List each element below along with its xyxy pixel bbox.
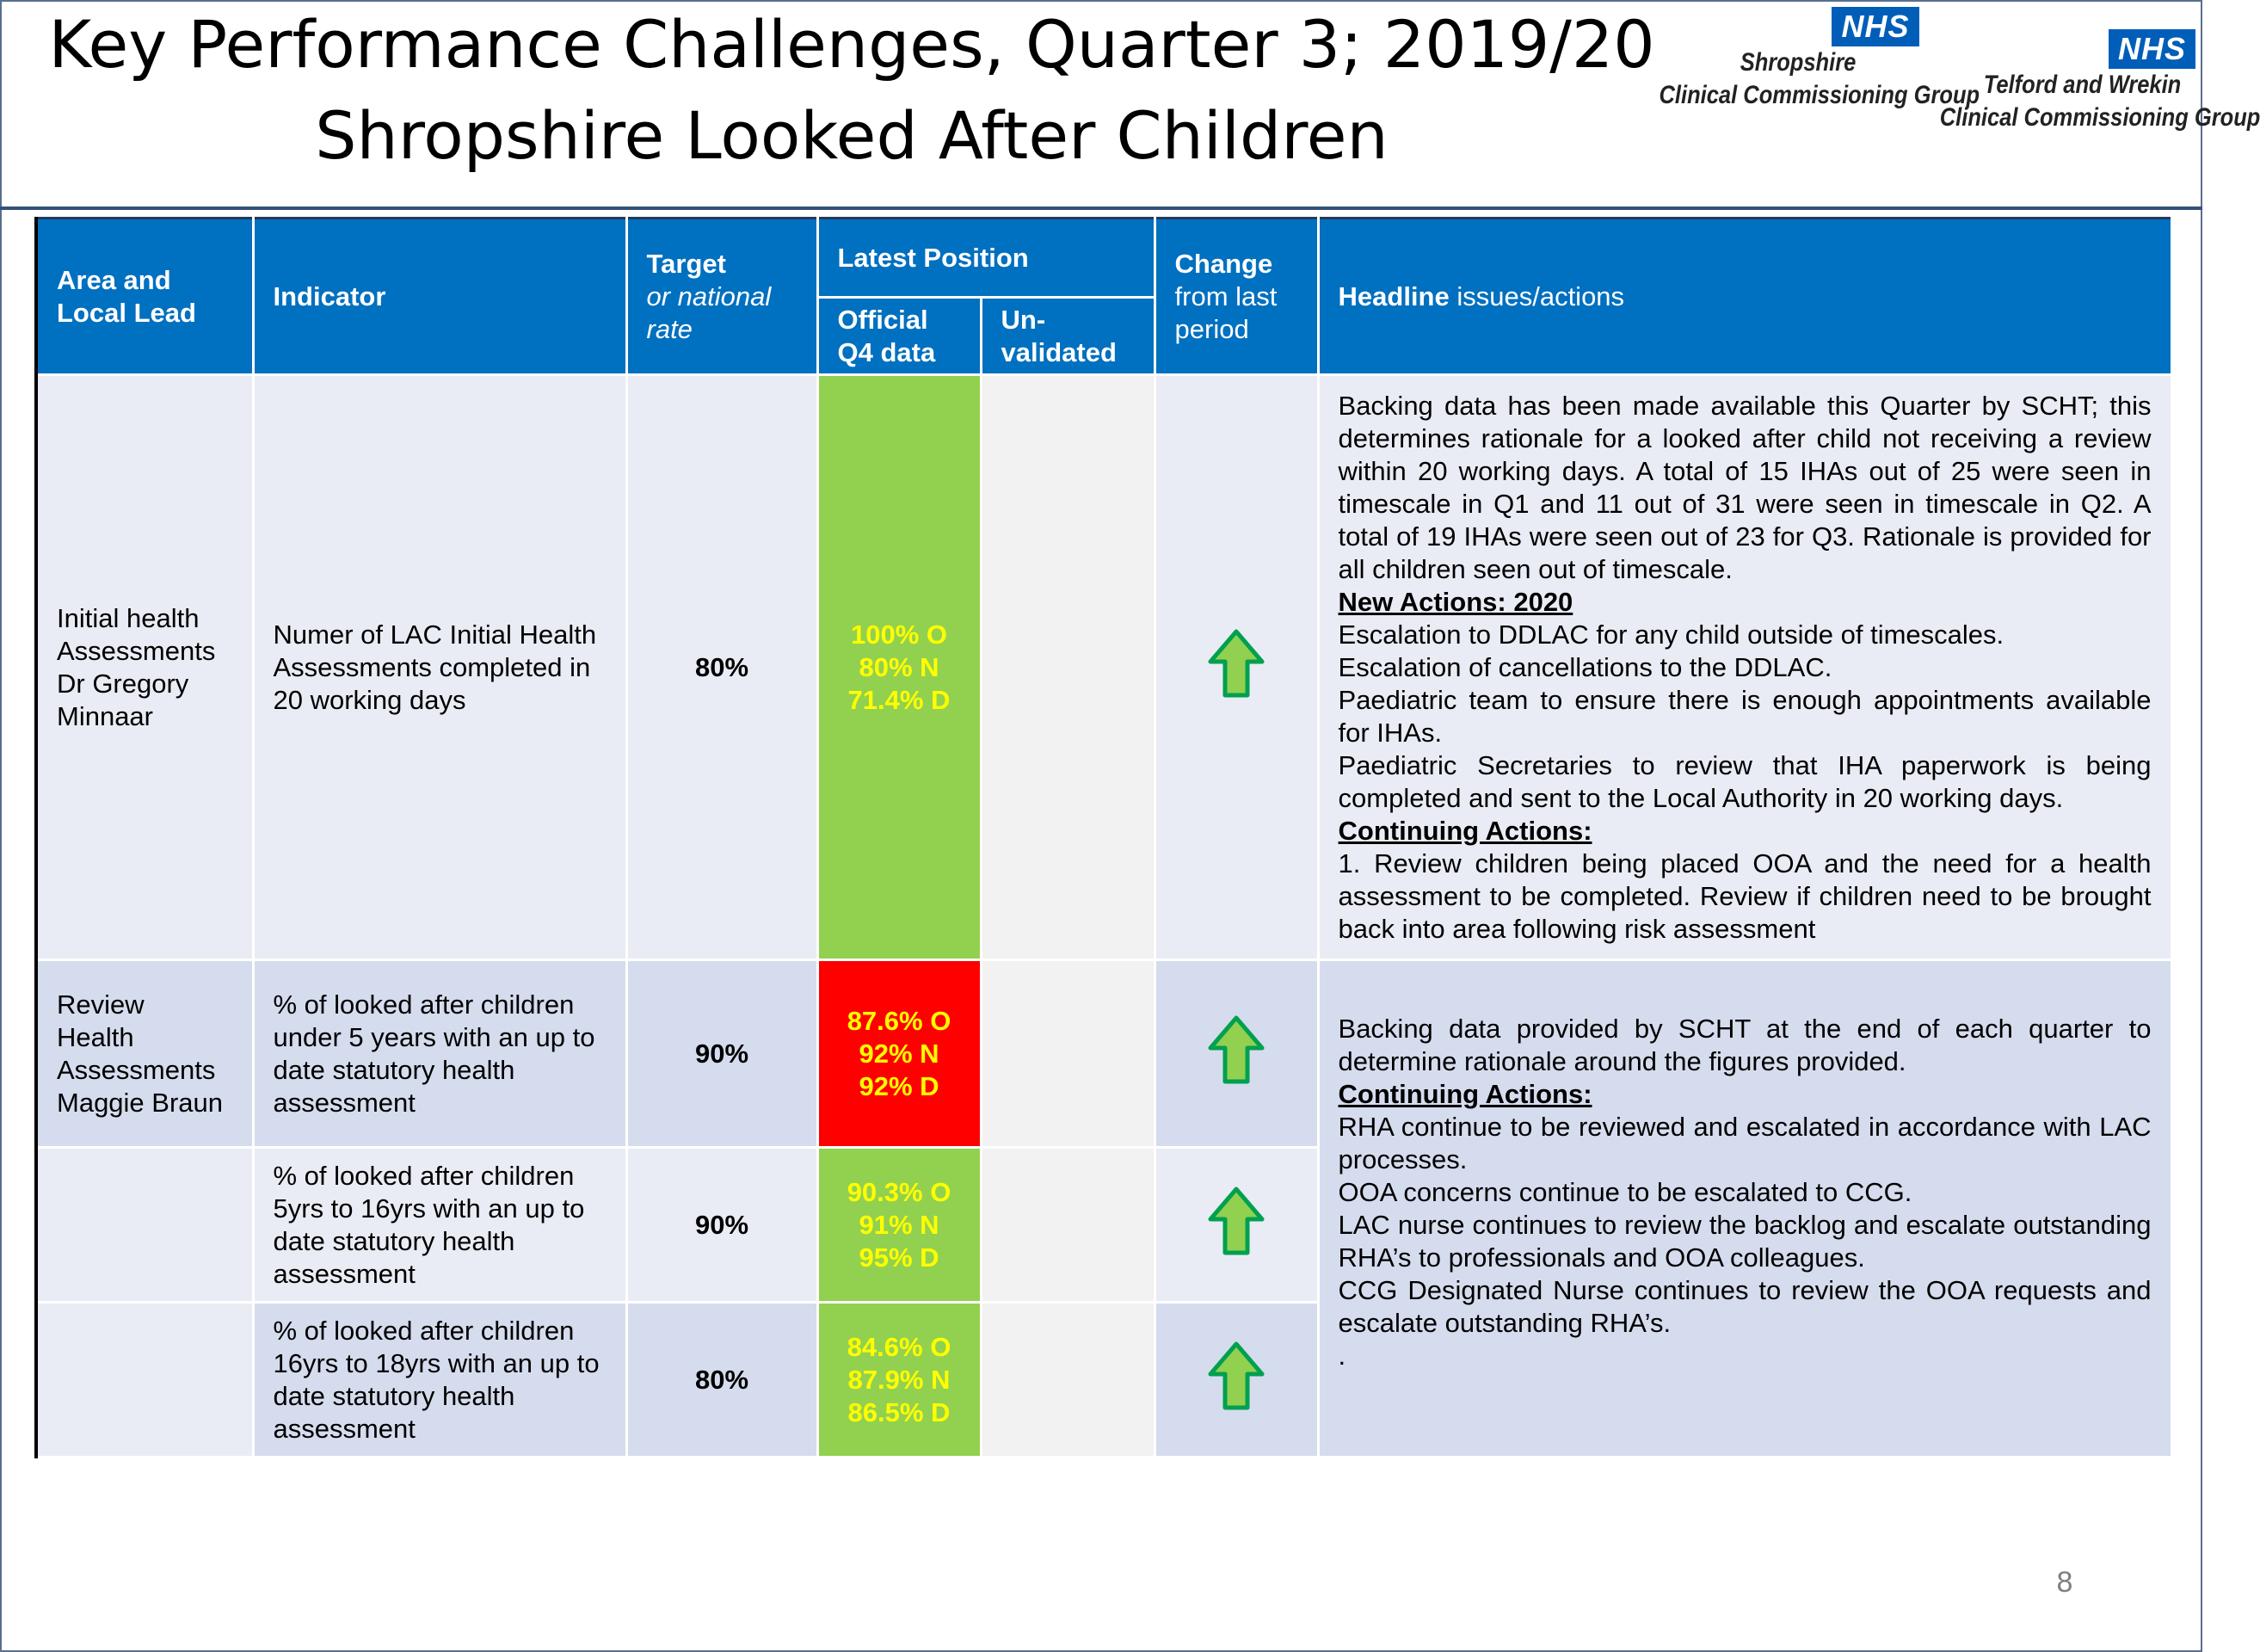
up-arrow-icon: [1208, 1341, 1265, 1410]
official-value: 80% N: [859, 651, 939, 682]
header-indicator: Indicator: [253, 219, 626, 375]
official-value: 87.6% O: [847, 1005, 951, 1036]
header-official: Official Q4 data: [817, 298, 981, 375]
official-value: 92% N: [859, 1038, 939, 1069]
header-target-main: Target: [646, 248, 726, 279]
logo-org-name: Shropshire: [1740, 48, 1857, 77]
headline-cell: [1318, 960, 2171, 1458]
table-row: [36, 960, 2171, 1148]
nhs-logo-badge: NHS: [1832, 7, 1918, 46]
headline-cell: [1318, 375, 2171, 960]
area-line: Assessments: [57, 1054, 216, 1085]
action-item: Paediatric team to ensure there is enough appointments available for IHAs.: [1338, 684, 2152, 748]
header-unvalidated: Un-validated: [981, 298, 1155, 375]
official-value: 86.5% D: [847, 1396, 951, 1427]
logo-org-type: Clinical Commissioning Group: [1659, 81, 1980, 109]
area-line: Dr Gregory: [57, 668, 189, 699]
area-lead-cell: [36, 375, 253, 960]
official-value: 95% D: [859, 1242, 939, 1273]
official-value: 91% N: [859, 1209, 939, 1240]
target-cell: 80%: [626, 1303, 817, 1458]
official-data-cell: [817, 1148, 981, 1303]
action-item: OOA concerns continue to be escalated to CCG.: [1338, 1177, 1912, 1207]
area-line: Assessments: [57, 635, 216, 666]
slide-title: Key Performance Challenges, Quarter 3; 2019/20: [48, 6, 1655, 83]
indicator-cell: % of looked after children 5yrs to 16yrs with an up to date statutory health assessment: [253, 1148, 626, 1303]
action-item: 1. Review children being placed OOA and the need for a health assessment to be completed. Review if children need to be brought back into area following risk assessment: [1338, 848, 2152, 944]
official-data-cell: [817, 960, 981, 1148]
area-lead-cell: [36, 1148, 253, 1303]
headline-subheading: Continuing Actions:: [1338, 1079, 1592, 1109]
action-item: LAC nurse continues to review the backlog and escalate outstanding RHA’s to professionals and OOA colleagues.: [1338, 1210, 2152, 1273]
target-cell: 90%: [626, 960, 817, 1148]
area-line: Review: [57, 989, 145, 1020]
up-arrow-icon: [1208, 1187, 1265, 1255]
action-item: Escalation of cancellations to the DDLAC.: [1338, 651, 1832, 682]
header-headline-sub: issues/actions: [1449, 280, 1625, 311]
area-line: Health: [57, 1021, 134, 1052]
indicator-cell: Numer of LAC Initial Health Assessments completed in 20 working days: [253, 375, 626, 960]
headline-text: Backing data has been made available this Quarter by SCHT; this determines rationale for a looked after child not receiving a review within 20 working days. A total of 15 IHAs out of 25 were seen in timescale in Q1 and 11 out of 31 were seen in timescale in Q2. A total of 19 IHAs were seen out of 23 for Q3. Rationale is provided for all children seen out of timescale.: [1338, 390, 2152, 584]
header-target: [626, 219, 817, 375]
header-latest-position: Latest Position: [817, 219, 1155, 298]
slide-subtitle: Shropshire Looked After Children: [315, 97, 1389, 174]
action-item: Escalation to DDLAC for any child outside of timescales.: [1338, 619, 2004, 650]
official-value: 87.9% N: [847, 1364, 951, 1395]
table-row: [36, 375, 2171, 960]
headline-subheading: Continuing Actions:: [1338, 815, 1592, 846]
unvalidated-cell: [981, 1303, 1155, 1458]
official-value: 92% D: [859, 1070, 939, 1101]
area-line: Maggie Braun: [57, 1087, 224, 1118]
header-headline: [1318, 219, 2171, 375]
indicator-cell: % of looked after children 16yrs to 18yrs with an up to date statutory health assessment: [253, 1303, 626, 1458]
target-cell: 80%: [626, 375, 817, 960]
telford-wrekin-ccg-logo: [1918, 29, 2260, 134]
official-data-cell: [817, 1303, 981, 1458]
unvalidated-cell: [981, 375, 1155, 960]
official-value: 90.3% O: [847, 1176, 951, 1207]
action-item: RHA continue to be reviewed and escalated in accordance with LAC processes.: [1338, 1112, 2152, 1174]
area-line: Initial health: [57, 602, 200, 633]
indicator-cell: % of looked after children under 5 years with an up to date statutory health assessment: [253, 960, 626, 1148]
slide-header: [0, 0, 2260, 210]
official-value: 84.6% O: [847, 1331, 951, 1362]
change-cell: [1155, 375, 1318, 960]
logo-org-name: Telford and Wrekin: [1983, 71, 2182, 99]
area-lead-cell: [36, 960, 253, 1148]
unvalidated-cell: [981, 1148, 1155, 1303]
up-arrow-icon: [1208, 1015, 1265, 1084]
nhs-logo-badge: NHS: [2109, 29, 2195, 69]
header-area: Area and Local Lead: [36, 219, 253, 375]
official-value: 100% O: [850, 619, 947, 650]
header-change: [1155, 219, 1318, 375]
header-target-sub: or national rate: [646, 280, 772, 344]
up-arrow-icon: [1208, 629, 1265, 698]
official-data-cell: [817, 375, 981, 960]
kpi-table: [34, 217, 2173, 1458]
logo-org-type: Clinical Commissioning Group: [1939, 103, 2260, 132]
area-lead-cell: [36, 1303, 253, 1458]
action-item: .: [1338, 1341, 1346, 1371]
header-change-sub: from last period: [1174, 280, 1278, 344]
change-cell: [1155, 1303, 1318, 1458]
headline-text: Backing data provided by SCHT at the end of each quarter to determine rationale around the figures provided.: [1338, 1014, 2152, 1076]
action-item: Paediatric Secretaries to review that IHA paperwork is being completed and sent to the Local Authority in 20 working days.: [1338, 749, 2152, 813]
headline-subheading: New Actions: 2020: [1338, 586, 1573, 617]
unvalidated-cell: [981, 960, 1155, 1148]
area-line: Minnaar: [57, 700, 153, 731]
page-number: 8: [2056, 1566, 2073, 1599]
shropshire-ccg-logo: [1635, 7, 1980, 112]
header-headline-main: Headline: [1338, 280, 1450, 311]
target-cell: 90%: [626, 1148, 817, 1303]
change-cell: [1155, 960, 1318, 1148]
action-item: CCG Designated Nurse continues to review the OOA requests and escalate outstanding RHA’s.: [1338, 1275, 2152, 1338]
header-change-main: Change: [1174, 248, 1273, 279]
change-cell: [1155, 1148, 1318, 1303]
table-header-row: [36, 219, 2171, 298]
official-value: 71.4% D: [847, 684, 951, 715]
